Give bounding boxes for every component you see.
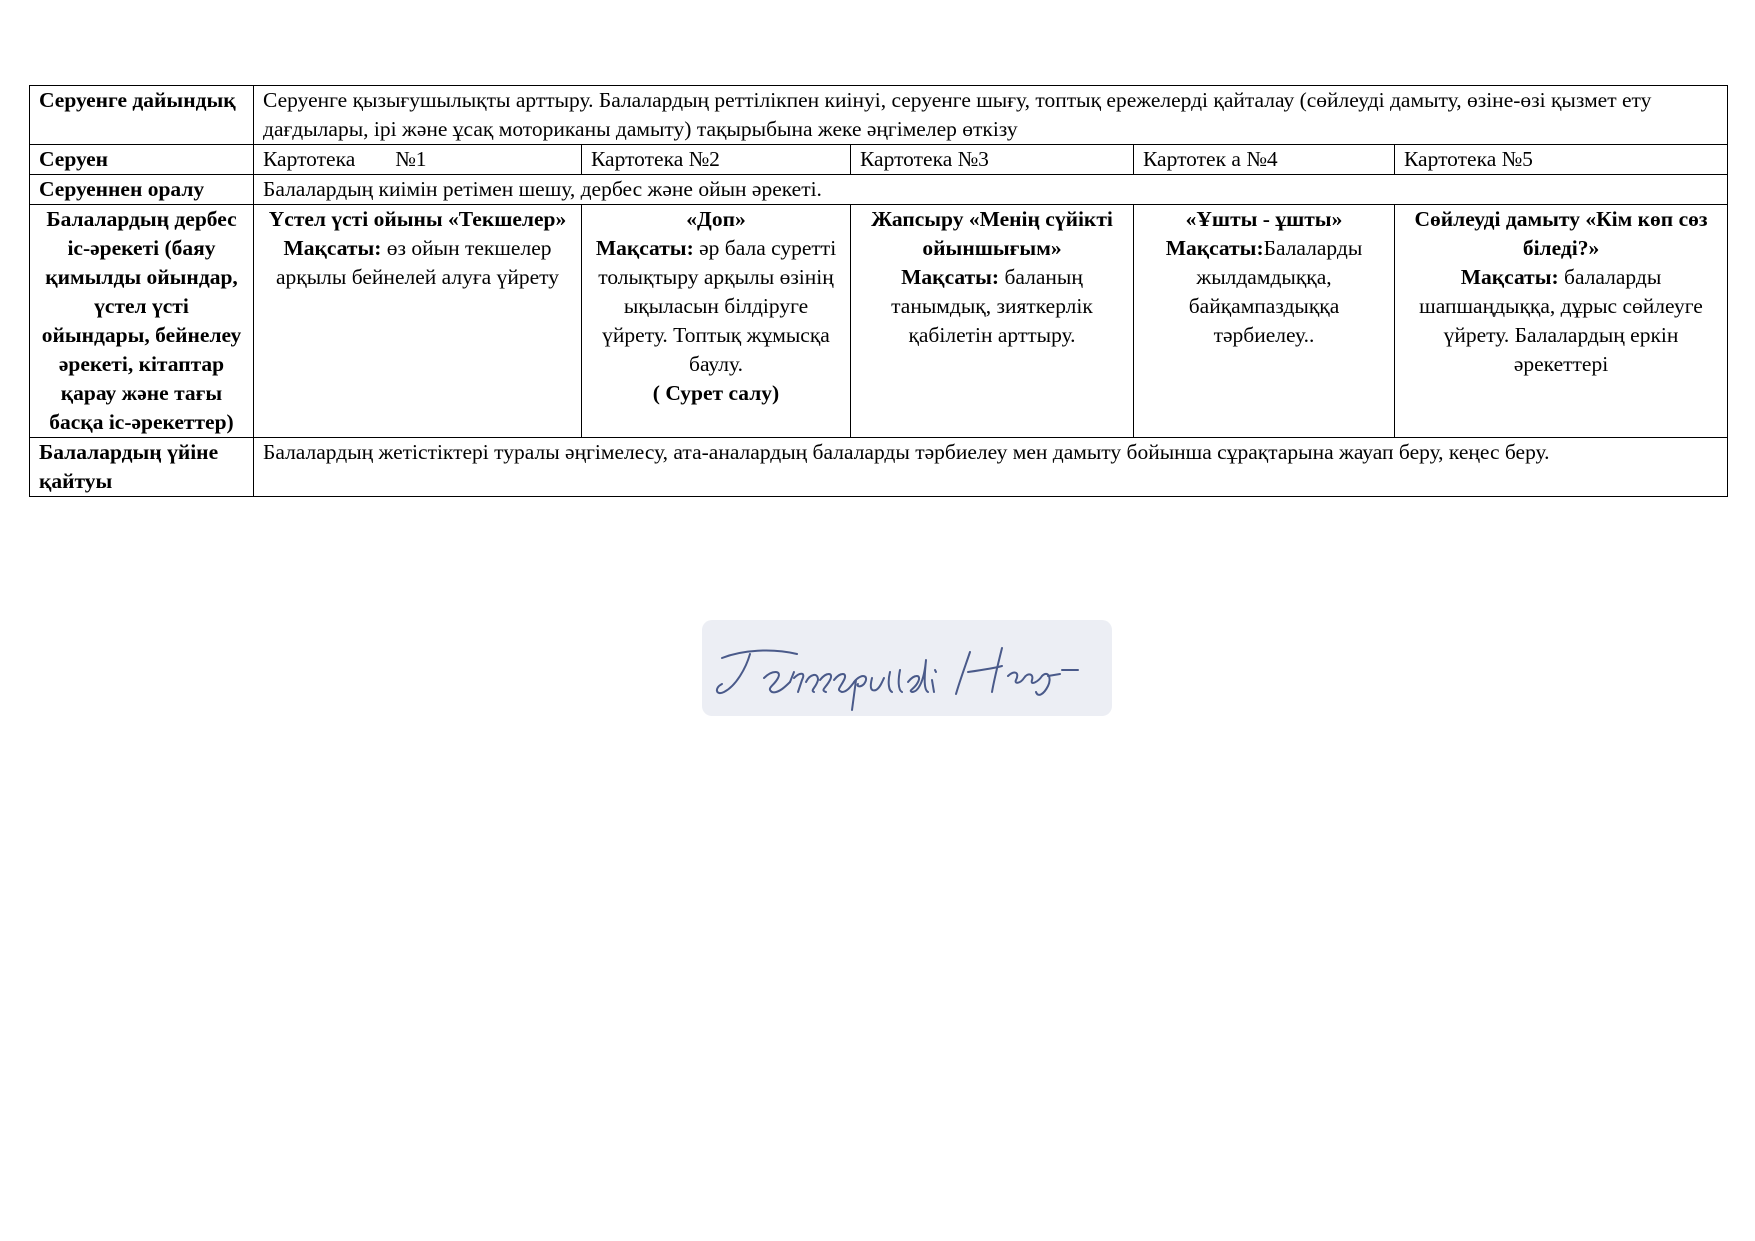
activity-title: Сөйлеуді дамыту «Кім көп сөз біледі?»: [1414, 207, 1708, 260]
activity-goal: Мақсаты: әр бала суретті толықтыру арқылы өзінің ықыласын білдіруге үйрету. Топтық жұмысқа баулу.: [595, 236, 837, 376]
card-file-4: Картотек а №4: [1134, 145, 1395, 175]
activity-flying-game: [1134, 205, 1395, 438]
verification-stamp: [702, 620, 1112, 720]
activity-title: Үстел үсті ойыны «Текшелер»: [268, 207, 567, 231]
card-file-5: Картотека №5: [1395, 145, 1728, 175]
row-walk: [30, 145, 1728, 175]
activity-goal: Мақсаты: өз ойын текшелер арқылы бейнелей алуға үйрету: [276, 236, 559, 289]
activity-title: Жапсыру «Менің сүйікті ойыншығым»: [871, 207, 1113, 260]
activity-goal: Мақсаты:Балаларды жылдамдыққа, байқампаздыққа тәрбиелеу..: [1165, 236, 1363, 347]
activity-goal: Мақсаты: балаларды шапшаңдыққа, дұрыс сөйлеуге үйрету. Балалардың еркін әрекеттері: [1419, 265, 1703, 376]
activity-applique: [851, 205, 1134, 438]
row-walk-preparation: [30, 86, 1728, 145]
walk-preparation-text: Серуенге қызығушылықты арттыру. Балалардың реттілікпен киінуі, серуенге шығу, топтық ережелерді қайталау (сөйлеуді дамыту, өзіне-өзі қызмет ету дағдылары, ірі және ұсақ моториканы дамыту) тақырыбына жеке әңгімелер өткізу: [254, 86, 1728, 145]
return-from-walk-label: Серуеннен оралу: [30, 175, 254, 205]
independent-activity-label: Балалардың дербес іс-әрекеті (баяу қимылды ойындар, үстел үсті ойындары, бейнелеу әрекеті, кітаптар қарау және тағы басқа іс-әрекеттер): [30, 205, 254, 438]
activity-goal: Мақсаты: баланың танымдық, зияткерлік қабілетін арттыру.: [891, 265, 1093, 347]
walk-label: Серуен: [30, 145, 254, 175]
card-file-3: Картотека №3: [851, 145, 1134, 175]
activity-title: «Ұшты - ұшты»: [1185, 207, 1343, 231]
card-file-2: Картотека №2: [582, 145, 851, 175]
return-from-walk-text: Балалардың киімін ретімен шешу, дербес және ойын әрекеті.: [254, 175, 1728, 205]
daily-plan-table: [29, 85, 1728, 497]
activity-extra: ( Сурет салу): [652, 381, 780, 405]
card-file-1: Картотека №1: [254, 145, 582, 175]
going-home-text: Балалардың жетістіктері туралы әңгімелесу, ата-аналардың балаларды тәрбиелеу мен дамыту бойынша сұрақтарына жауап беру, кеңес беру.: [254, 438, 1728, 497]
row-going-home: [30, 438, 1728, 497]
activity-cubes: [254, 205, 582, 438]
activity-title: «Доп»: [686, 207, 746, 231]
going-home-label: Балалардың үйіне қайтуы: [30, 438, 254, 497]
handwritten-signature: [702, 620, 1112, 720]
row-return-from-walk: [30, 175, 1728, 205]
activity-speech-development: [1395, 205, 1728, 438]
activity-ball: [582, 205, 851, 438]
walk-preparation-label: Серуенге дайындық: [30, 86, 254, 145]
row-independent-activity: [30, 205, 1728, 438]
